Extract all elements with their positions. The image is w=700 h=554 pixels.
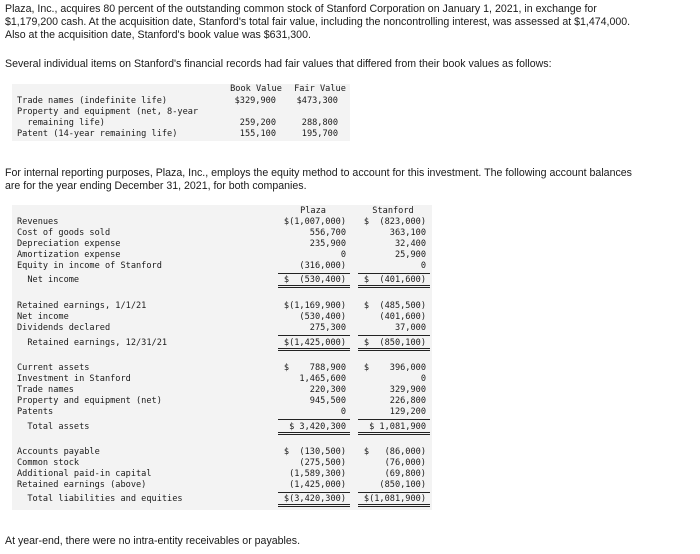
stanford-total: $ 1,081,900 [369,422,426,432]
stanford-value: 0 [420,374,426,384]
plaza-value: $ (130,500) [283,447,346,457]
stanford-total: $(1,081,900) [363,494,426,504]
row-label: Accounts payable [17,447,100,457]
plaza-value: (530,400) [299,312,346,322]
total-rule [278,285,350,288]
row-label: Retained earnings, 1/1/21 [17,301,147,311]
plaza-value: 275,300 [309,323,346,333]
fv-row-fair: 195,700 [301,129,338,139]
stanford-value: (850,100) [379,480,426,490]
subtotal-rule [358,419,430,420]
intro-line-1: Plaza, Inc., acquires 80 percent of the outstanding common stock of Stanford Corporation on January 1, 2021, in exchange for [5,3,597,15]
plaza-value: 945,500 [309,396,346,406]
row-label: Retained earnings (above) [17,480,147,490]
stanford-header: Stanford [372,206,414,216]
plaza-value: (1,589,300) [289,469,346,479]
row-label: Dividends declared [17,323,111,333]
fv-row-label: Property and equipment (net, 8-year [17,107,199,117]
stanford-value: 226,800 [389,396,426,406]
total-rule [358,285,430,288]
fv-row-fair: 288,800 [301,118,338,128]
fv-row-book: 259,200 [239,118,276,128]
plaza-total: $ (530,400) [283,275,346,285]
stanford-value: (401,600) [379,312,426,322]
plaza-value: 235,900 [309,239,346,249]
stanford-value: 25,900 [394,250,426,260]
footer-line: At year-end, there were no intra-entity receivables or payables. [5,535,301,547]
stanford-value: 363,100 [389,228,426,238]
total-rule [358,432,430,435]
plaza-value: 556,700 [309,228,346,238]
row-label: Trade names [17,385,74,395]
stanford-value: $ (823,000) [363,217,426,227]
row-label: Total liabilities and equities [17,494,183,504]
fair-value-table [12,84,350,141]
subtotal-rule [278,273,350,274]
plaza-total: $ 3,420,300 [289,422,346,432]
row-label: Amortization expense [17,250,121,260]
stanford-value: 32,400 [394,239,426,249]
fair-value-header: Fair Value [294,84,346,94]
stanford-value: 329,900 [389,385,426,395]
plaza-value: $ 788,900 [283,363,346,373]
row-label: Current assets [17,363,90,373]
total-rule [358,348,430,351]
plaza-total: $(3,420,300) [283,494,346,504]
plaza-header: Plaza [300,206,326,216]
fv-row-label: Trade names (indefinite life) [17,96,168,106]
subtotal-rule [358,273,430,274]
plaza-value: $(1,007,000) [283,217,346,227]
stanford-value: (69,800) [384,469,426,479]
row-label: Additional paid-in capital [17,469,152,479]
stanford-value: (76,000) [384,458,426,468]
book-value-header: Book Value [230,84,282,94]
fv-row-book: $329,900 [234,96,276,106]
row-label: Investment in Stanford [17,374,131,384]
row-label: Revenues [17,217,59,227]
row-label: Net income [17,275,80,285]
row-label: Equity in income of Stanford [17,261,162,271]
plaza-value: 0 [340,250,346,260]
stanford-value: $ (485,500) [363,301,426,311]
subtotal-rule [278,492,350,493]
row-label: Property and equipment (net) [17,396,162,406]
fv-row-fair: $473,300 [296,96,338,106]
total-rule [278,348,350,351]
stanford-total: $ (850,100) [363,338,426,348]
total-rule [278,432,350,435]
plaza-value: (275,500) [299,458,346,468]
row-label: Depreciation expense [17,239,121,249]
subtotal-rule [358,492,430,493]
plaza-value: (316,000) [299,261,346,271]
intro-line-4: Several individual items on Stanford's financial records had fair values that differed from their book values as follows: [5,58,552,70]
stanford-value: 0 [420,261,426,271]
subtotal-rule [358,335,430,336]
stanford-value: $ (86,000) [363,447,426,457]
plaza-value: 220,300 [309,385,346,395]
row-label: Patents [17,407,54,417]
middle-line-2: are for the year ending December 31, 2021, for both companies. [5,180,307,192]
account-balances-table [12,205,432,510]
stanford-value: 37,000 [394,323,426,333]
fv-row-label: remaining life) [17,118,105,128]
stanford-value: $ 396,000 [363,363,426,373]
stanford-value: 129,200 [389,407,426,417]
total-rule [358,504,430,507]
middle-line-1: For internal reporting purposes, Plaza, Inc., employs the equity method to account for this investment. The following account balances [5,167,632,179]
row-label: Retained earnings, 12/31/21 [17,338,168,348]
plaza-value: 1,465,600 [299,374,346,384]
subtotal-rule [278,419,350,420]
plaza-value: (1,425,000) [289,480,346,490]
stanford-total: $ (401,600) [363,275,426,285]
intro-line-3: Also at the acquisition date, Stanford's book value was $631,300. [5,29,311,41]
plaza-value: 0 [340,407,346,417]
row-label: Total assets [17,422,90,432]
total-rule [278,504,350,507]
row-label: Common stock [17,458,80,468]
plaza-value: $(1,169,900) [283,301,346,311]
fv-row-book: 155,100 [239,129,276,139]
intro-line-2: $1,179,200 cash. At the acquisition date, Stanford's total fair value, including the noncontrolling interest, was assessed at $1,474,000. [5,16,631,28]
subtotal-rule [278,335,350,336]
row-label: Net income [17,312,69,322]
fv-row-label: Patent (14-year remaining life) [17,129,178,139]
row-label: Cost of goods sold [17,228,111,238]
plaza-total: $(1,425,000) [283,338,346,348]
